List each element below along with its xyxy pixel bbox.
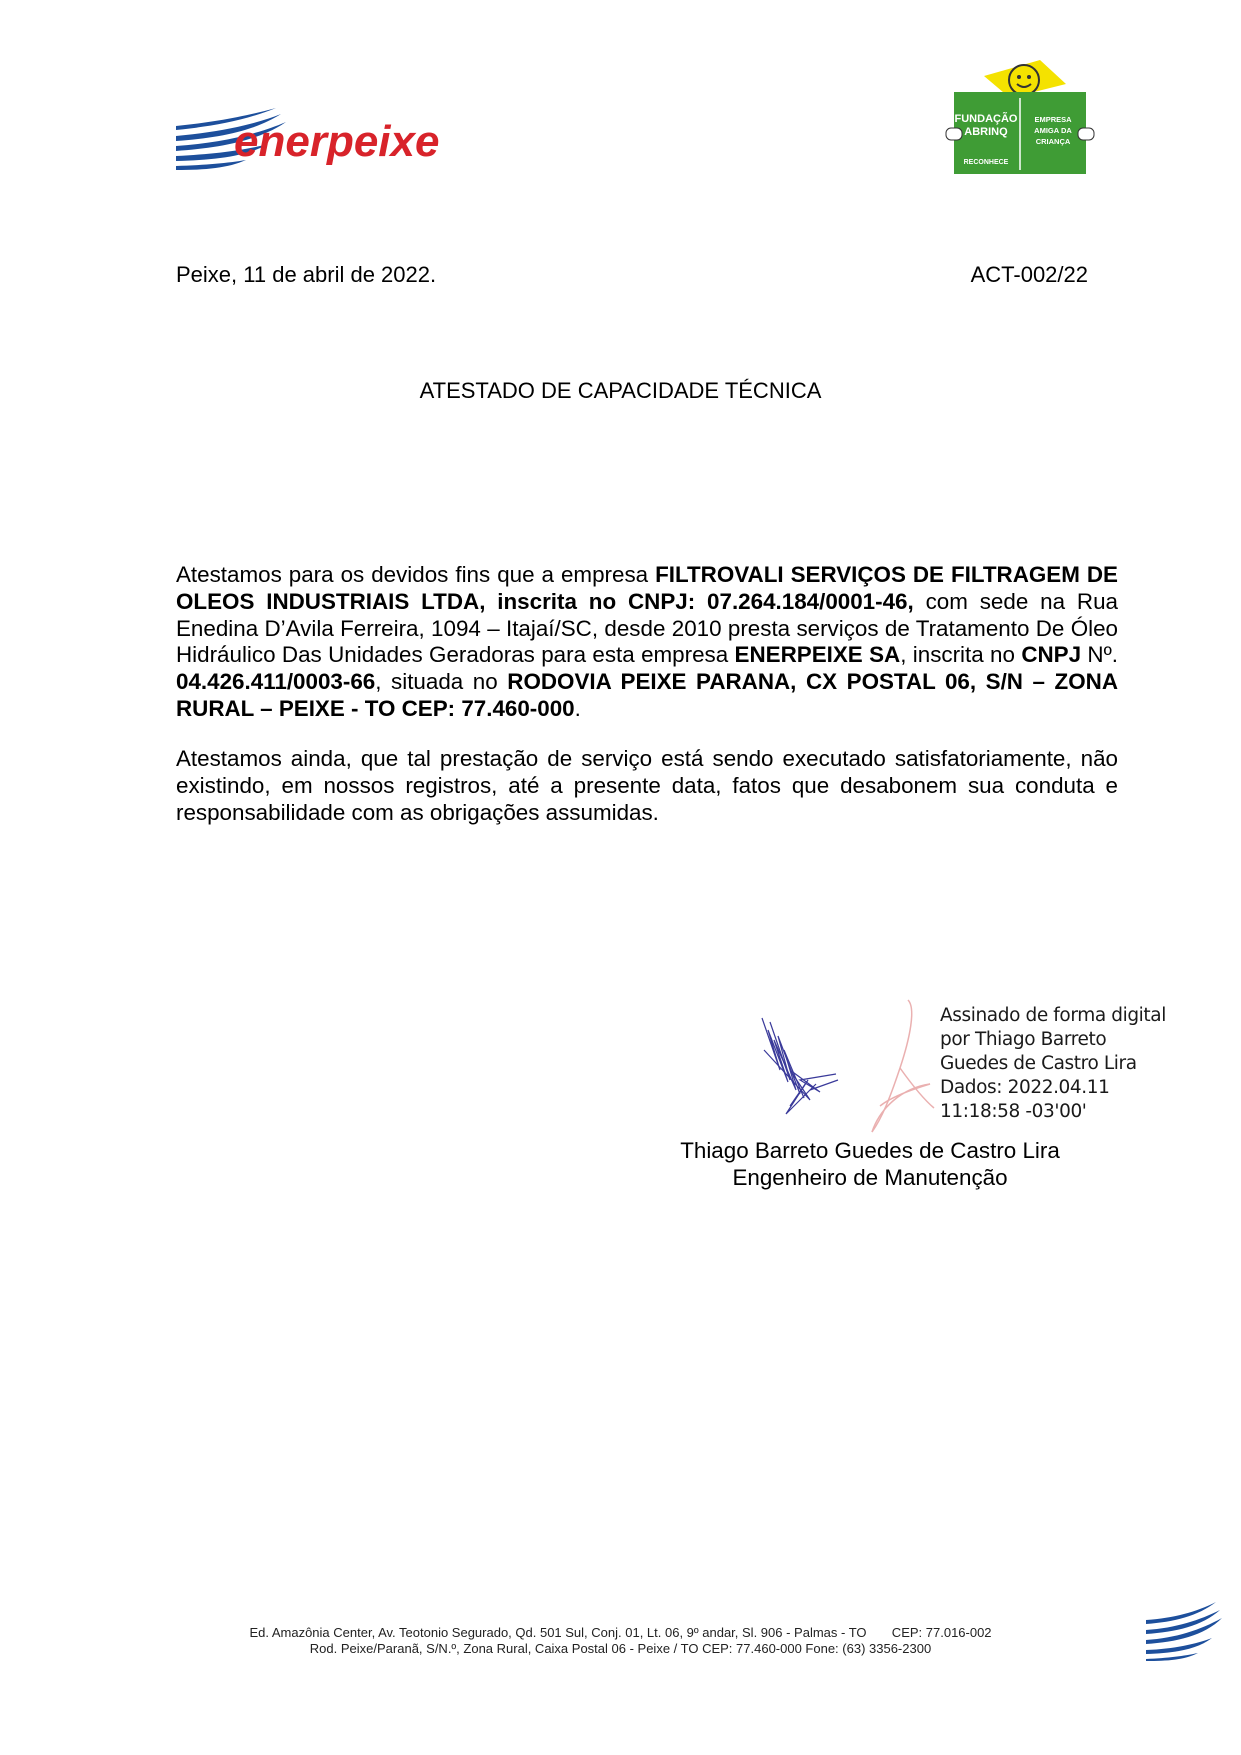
footer-line-2: Rod. Peixe/Paranã, S/N.º, Zona Rural, Caixa Postal 06 - Peixe / TO CEP: 77.460-000 Fone: (63) 3356-2300 — [309, 1641, 932, 1656]
logo-wordmark: enerpeixe — [234, 117, 440, 166]
smiley-face-icon — [1009, 65, 1039, 95]
svg-text:AMIGA DA: AMIGA DA — [1034, 126, 1072, 135]
enerpeixe-logo — [176, 100, 456, 180]
body-paragraph-1: Atestamos para os devidos fins que a empresa FILTROVALI SERVIÇOS DE FILTRAGEM DE OLEOS INDUSTRIAIS LTDA, inscrita no CNPJ: 07.264.184/0001-46, com sede na Rua Enedina D’Avila Ferreira, 1094 – Itajaí/SC, desde 2010 presta serviços de Tratamento De Óleo Hidráulico Das Unidades Geradoras para esta empresa ENERPEIXE SA, inscrita no CNPJ Nº. 04.426.411/0003-66, situada no RODOVIA PEIXE PARANA, CX POSTAL 06, S/N – ZONA RURAL – PEIXE - TO CEP: 77.460-000. — [176, 562, 1118, 721]
document-title: ATESTADO DE CAPACIDADE TÉCNICA — [419, 378, 822, 403]
handwritten-signature — [750, 1010, 840, 1120]
svg-text:FUNDAÇÃO: FUNDAÇÃO — [954, 113, 1018, 125]
footer-line-1: Ed. Amazônia Center, Av. Teotonio Segurado, Qd. 501 Sul, Conj. 01, Lt. 06, 9º andar, Sl. 906 - Palmas - TO CEP: 77.016-002 — [249, 1625, 992, 1640]
footer-waves-icon — [1146, 1600, 1222, 1662]
digital-signature-text — [940, 1004, 1170, 1124]
signer-name: Thiago Barreto Guedes de Castro Lira — [680, 1138, 1060, 1163]
digital-signature-line: Assinado de forma digital — [940, 1005, 1166, 1026]
document-reference: ACT-002/22 — [970, 262, 1088, 287]
signer-role: Engenheiro de Manutenção — [732, 1165, 1008, 1190]
digital-signature-line: Dados: 2022.04.11 — [940, 1077, 1110, 1098]
signer-block — [640, 1137, 1100, 1191]
svg-text:ABRINQ: ABRINQ — [964, 126, 1008, 138]
digital-signature-line: 11:18:58 -03'00' — [940, 1101, 1087, 1122]
footer-address — [0, 1625, 1241, 1657]
svg-text:EMPRESA: EMPRESA — [1034, 115, 1072, 124]
svg-text:RECONHECE: RECONHECE — [963, 159, 1009, 166]
place-date: Peixe, 11 de abril de 2022. — [176, 262, 437, 287]
svg-text:CRIANÇA: CRIANÇA — [1035, 137, 1071, 146]
fundacao-abrinq-badge — [940, 58, 1095, 176]
digital-signature-mark-icon — [860, 998, 940, 1136]
digital-signature-line: por Thiago Barreto — [940, 1029, 1107, 1050]
digital-signature-line: Guedes de Castro Lira — [940, 1053, 1137, 1074]
body-paragraph-2: Atestamos ainda, que tal prestação de serviço está sendo executado satisfatoriamente, não existindo, em nossos registros, até a presente data, fatos que desabonem sua conduta e responsabilidade com as obrigações assumidas. — [176, 746, 1118, 825]
